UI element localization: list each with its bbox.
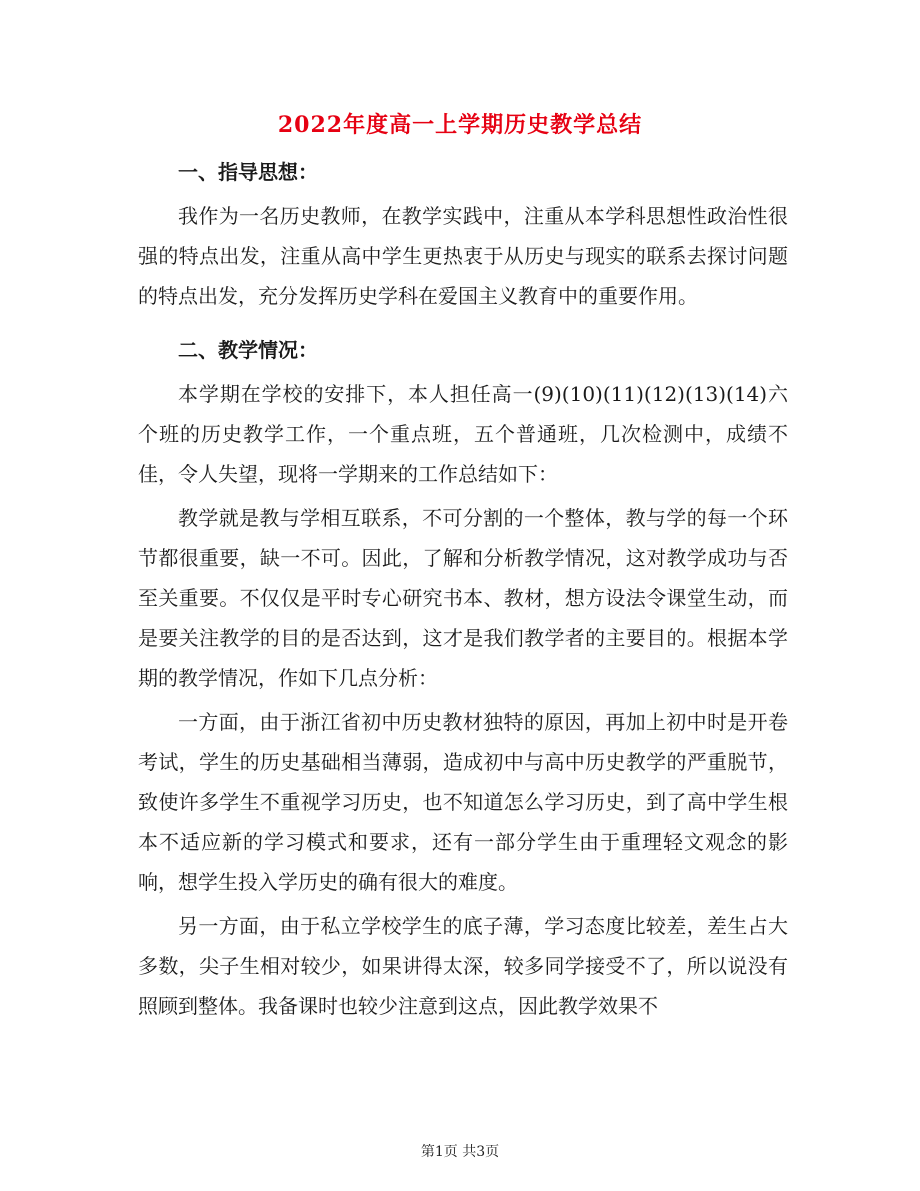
- paragraph: 一方面，由于浙江省初中历史教材独特的原因，再加上初中时是开卷考试，学生的历史基础相当薄弱，造成初中与高中历史教学的严重脱节，致使许多学生不重视学习历史，也不知道怎么学习历史，到了高中学生根本不适应新的学习模式和要求，还有一部分学生由于重理轻文观念的影响，想学生投入学历史的确有很大的难度。: [138, 710, 788, 894]
- paragraph: 教学就是教与学相互联系，不可分割的一个整体，教与学的每一个环节都很重要，缺一不可。因此，了解和分析教学情况，这对教学成功与否至关重要。不仅仅是平时专心研究书本、教材，想方设法令课堂生动，而是要关注教学的目的是否达到，这才是我们教学者的主要目的。根据本学期的教学情况，作如下几点分析：: [138, 506, 788, 690]
- section-heading-guiding-thought: 一、指导思想：: [178, 160, 318, 184]
- spacer: [138, 316, 788, 328]
- document-body: [138, 150, 788, 1026]
- paragraph: 本学期在学校的安排下，本人担任高一(9)(10)(11)(12)(13)(14)六个班的历史教学工作，一个重点班，五个普通班，几次检测中，成绩不佳，令人失望，现将一学期来的工作总结如下：: [138, 382, 788, 486]
- page-number-footer: 第1页 共3页: [420, 1144, 500, 1160]
- document-title: 2022年度高一上学期历史教学总结: [277, 112, 643, 138]
- section-heading-teaching-situation: 二、教学情况：: [178, 338, 318, 362]
- paragraph: 另一方面，由于私立学校学生的底子薄，学习态度比较差，差生占大多数，尖子生相对较少，如果讲得太深，较多同学接受不了，所以说没有照顾到整体。我备课时也较少注意到这点，因此教学效果不: [138, 914, 788, 1018]
- paragraph: 我作为一名历史教师，在教学实践中，注重从本学科思想性政治性很强的特点出发，注重从高中学生更热衷于从历史与现实的联系去探讨问题的特点出发，充分发挥历史学科在爱国主义教育中的重要作用。: [138, 204, 788, 308]
